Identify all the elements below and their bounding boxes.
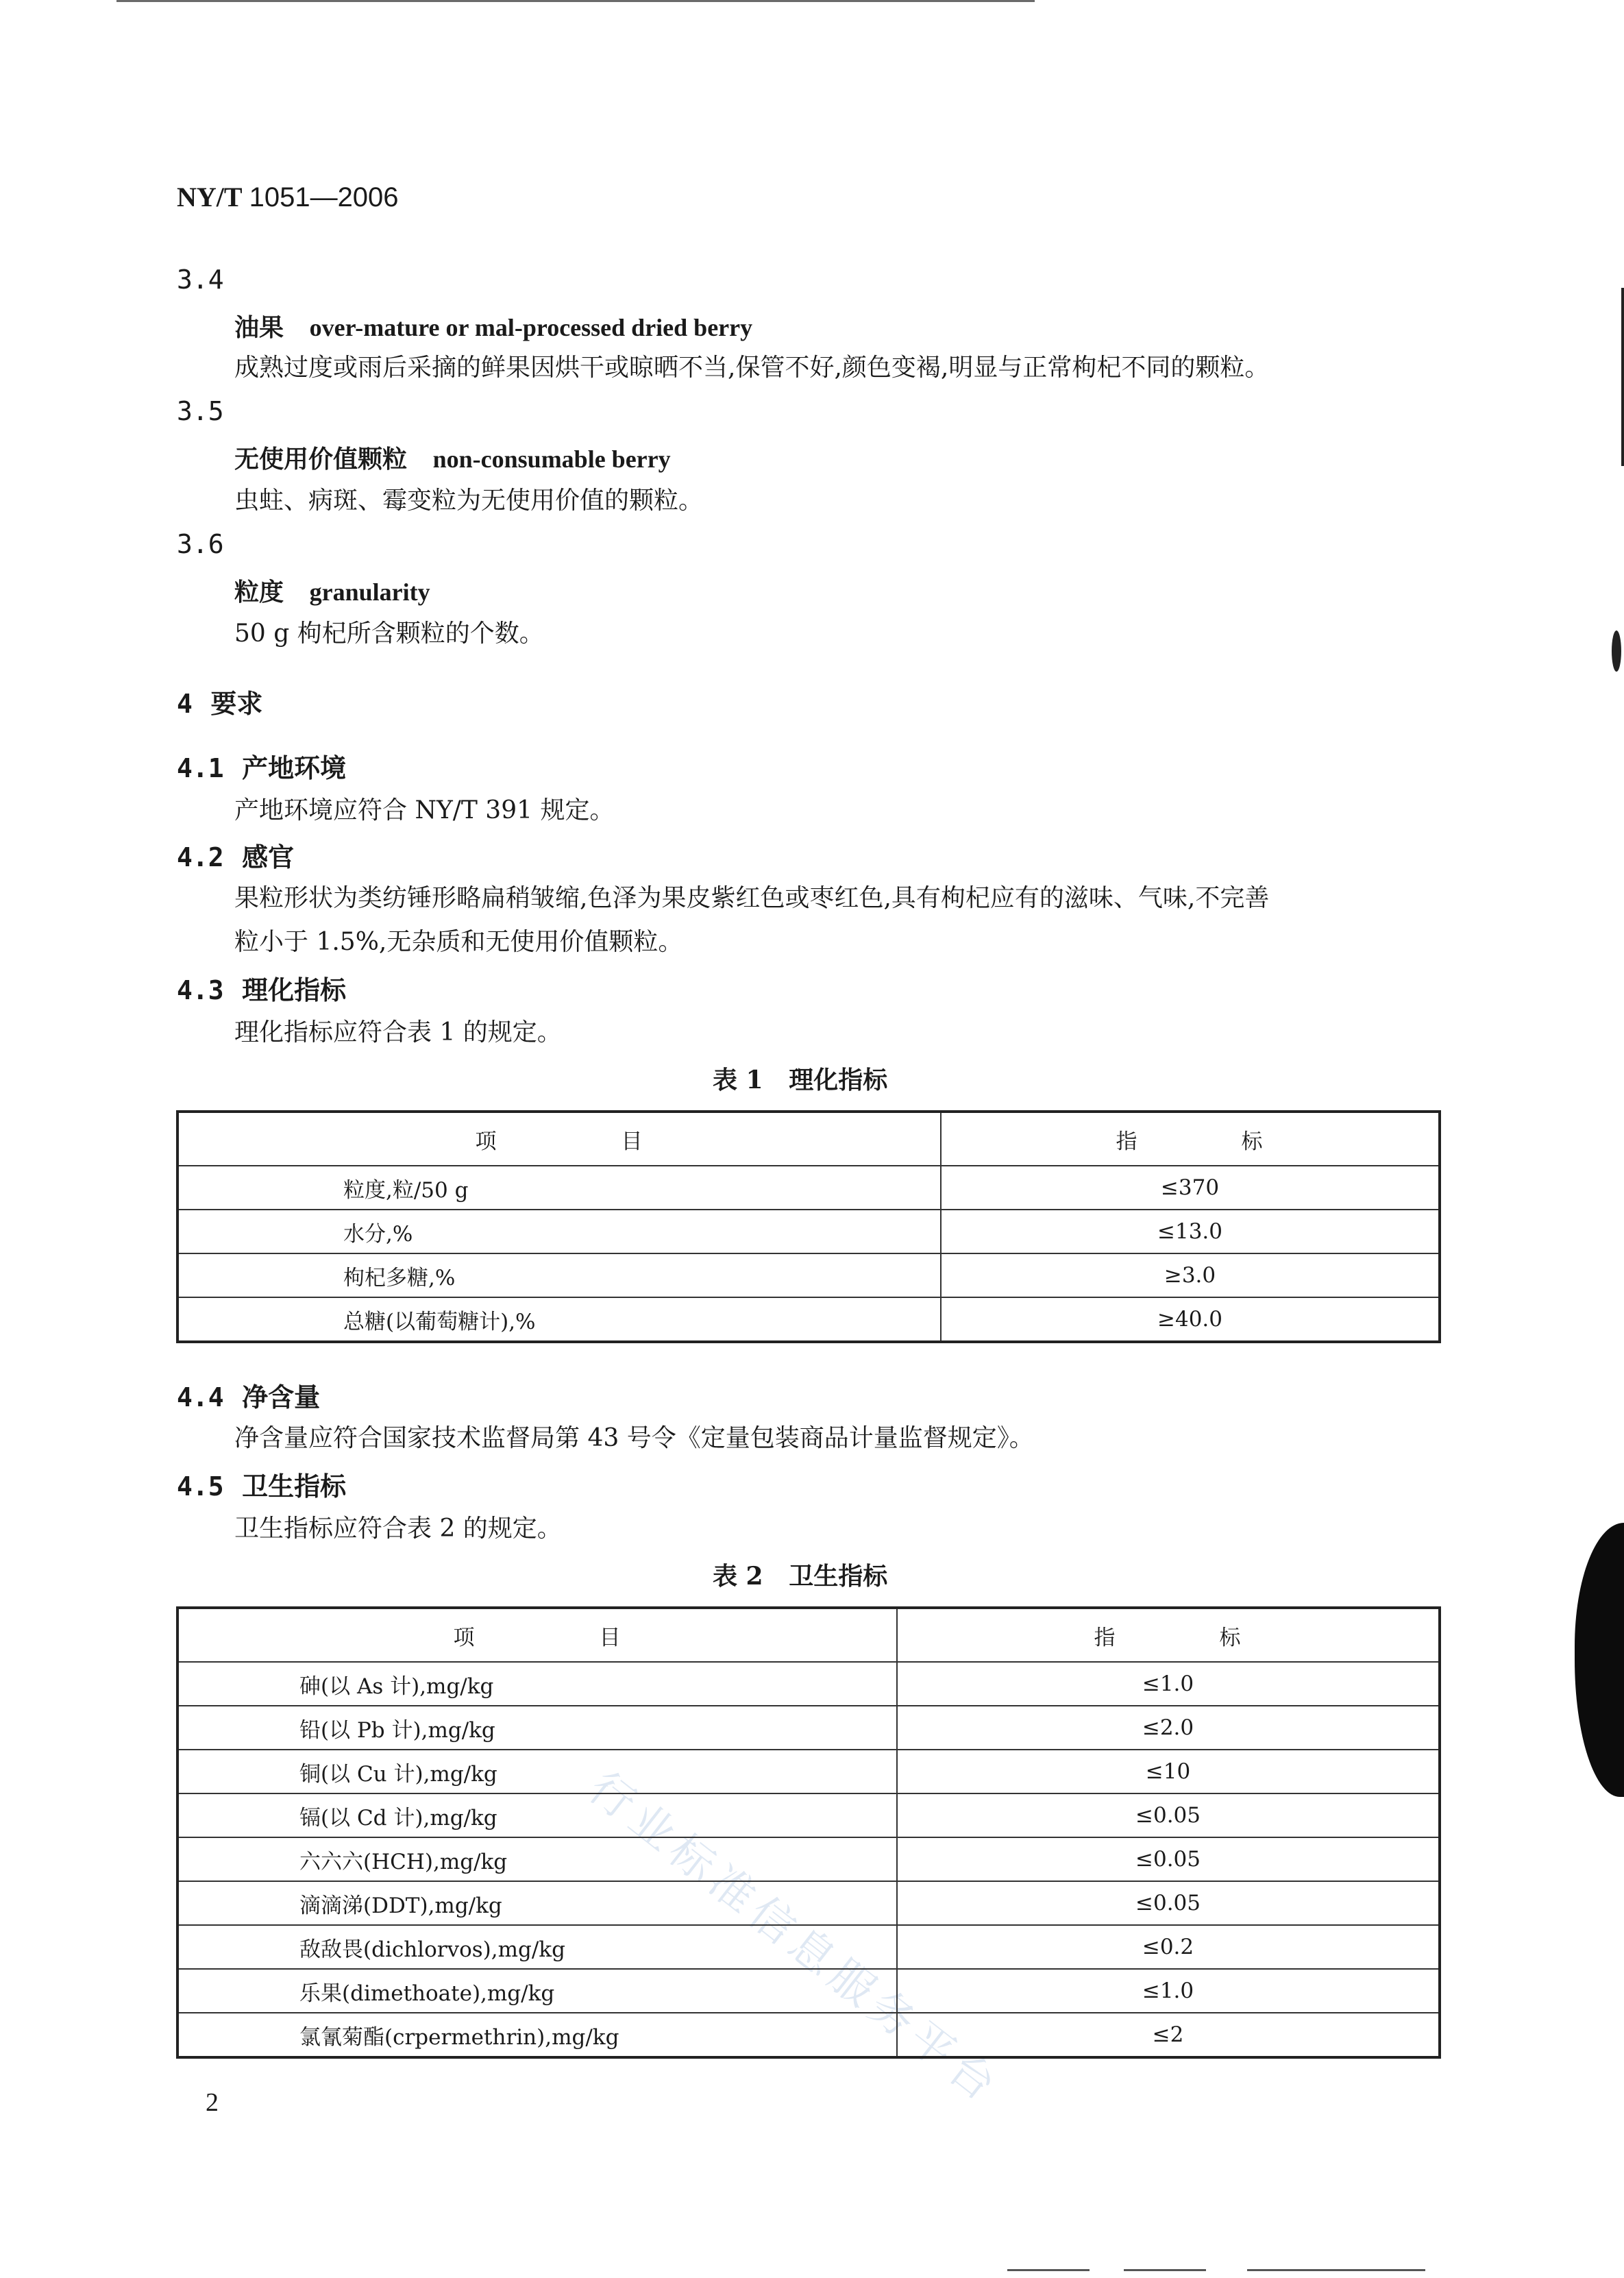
paragraph: 净含量应符合国家技术监督局第 43 号令《定量包装商品计量监督规定》。 [234,1424,1034,1452]
cell-value: ≤0.05 [897,1793,1440,1837]
scan-edge-top [116,0,1035,2]
scan-edge-bottom [1124,2269,1206,2271]
paragraph: 虫蛀、病斑、霉变粒为无使用价值的颗粒。 [234,487,704,515]
table-header-row [177,1608,1440,1662]
term-heading [234,573,430,608]
cell-item: 敌敌畏(dichlorvos),mg/kg [177,1925,897,1969]
table-row [177,1166,1440,1210]
section-heading: 4.3 理化指标 [177,975,347,1005]
term-en: over-mature or mal-processed dried berry [309,314,753,341]
cell-value: ≤2.0 [897,1706,1440,1750]
section-heading: 4.4 净含量 [177,1382,321,1412]
scan-mark [1612,630,1621,672]
table-caption: 表 1 理化指标 [713,1066,888,1094]
scan-edge-right [1621,288,1624,466]
paragraph: 理化指标应符合表 1 的规定。 [234,1018,562,1046]
term-heading [234,308,752,343]
section-number: 3.5 [177,396,224,426]
cell-item: 滴滴涕(DDT),mg/kg [177,1881,897,1925]
cell-item: 六六六(HCH),mg/kg [177,1837,897,1881]
standard-header [177,181,399,213]
cell-item: 砷(以 As 计),mg/kg [177,1662,897,1706]
cell-item: 水分,% [177,1210,941,1253]
paragraph: 果粒形状为类纺锤形略扁稍皱缩,色泽为果皮紫红色或枣红色,具有枸杞应有的滋味、气味,不完善 [234,884,1270,912]
section-number: 3.4 [177,265,224,295]
cell-value: ≤0.2 [897,1925,1440,1969]
term-cn: 粒度 [234,578,284,607]
scan-edge-bottom [1007,2269,1090,2271]
cell-value: ≤1.0 [897,1662,1440,1706]
cell-item: 总糖(以葡萄糖计),% [177,1297,941,1342]
table-caption: 表 2 卫生指标 [713,1562,888,1591]
cell-item: 氯氰菊酯(crpermethrin),mg/kg [177,2013,897,2057]
cell-item: 枸杞多糖,% [177,1253,941,1297]
table-physicochemical [176,1110,1441,1343]
table-row [177,1750,1440,1793]
paragraph: 产地环境应符合 NY/T 391 规定。 [234,796,615,824]
column-header-value: 指 标 [897,1608,1440,1662]
section-number: 3.6 [177,529,224,559]
section-heading: 4 要求 [177,688,263,719]
table-row [177,1837,1440,1881]
table-row [177,1210,1440,1253]
cell-item: 乐果(dimethoate),mg/kg [177,1969,897,2013]
standard-prefix: NY/T [177,182,243,212]
section-heading: 4.5 卫生指标 [177,1471,347,1502]
term-en: granularity [309,578,430,606]
watermark: 行业标准信息服务平台 [579,1762,1010,2115]
scan-edge-bottom [1247,2269,1425,2271]
cell-value: ≤13.0 [941,1210,1440,1253]
table-row [177,1793,1440,1837]
table-row [177,1706,1440,1750]
paragraph: 卫生指标应符合表 2 的规定。 [234,1515,562,1543]
paragraph: 成熟过度或雨后采摘的鲜果因烘干或晾晒不当,保管不好,颜色变褐,明显与正常枸杞不同的颗粒。 [234,354,1270,382]
section-heading: 4.1 产地环境 [177,752,347,783]
cell-value: ≤2 [897,2013,1440,2057]
cell-value: ≤10 [897,1750,1440,1793]
column-header-value: 指 标 [941,1112,1440,1166]
cell-item: 镉(以 Cd 计),mg/kg [177,1793,897,1837]
column-header-item: 项 目 [177,1608,897,1662]
cell-item: 铜(以 Cu 计),mg/kg [177,1750,897,1793]
standard-number: 1051—2006 [249,182,399,212]
table-header-row [177,1112,1440,1166]
table-row [177,1253,1440,1297]
table-row [177,2013,1440,2057]
table-row [177,1925,1440,1969]
table-row [177,1662,1440,1706]
cell-value: ≥3.0 [941,1253,1440,1297]
paragraph: 粒小于 1.5%,无杂质和无使用价值颗粒。 [234,928,683,956]
page-number: 2 [206,2088,219,2117]
term-cn: 油果 [234,313,284,342]
section-heading: 4.2 感官 [177,842,295,872]
table-row [177,1881,1440,1925]
term-cn: 无使用价值颗粒 [234,445,408,474]
cell-value: ≥40.0 [941,1297,1440,1342]
cell-value: ≤370 [941,1166,1440,1210]
scan-blot [1575,1523,1624,1797]
term-en: non-consumable berry [432,445,671,473]
column-header-item: 项 目 [177,1112,941,1166]
cell-value: ≤1.0 [897,1969,1440,2013]
cell-item: 铅(以 Pb 计),mg/kg [177,1706,897,1750]
cell-item: 粒度,粒/50 g [177,1166,941,1210]
table-row [177,1969,1440,2013]
table-hygiene [176,1606,1441,2059]
table-row [177,1297,1440,1342]
cell-value: ≤0.05 [897,1837,1440,1881]
paragraph: 50 g 枸杞所含颗粒的个数。 [234,620,544,648]
term-heading [234,440,671,475]
cell-value: ≤0.05 [897,1881,1440,1925]
